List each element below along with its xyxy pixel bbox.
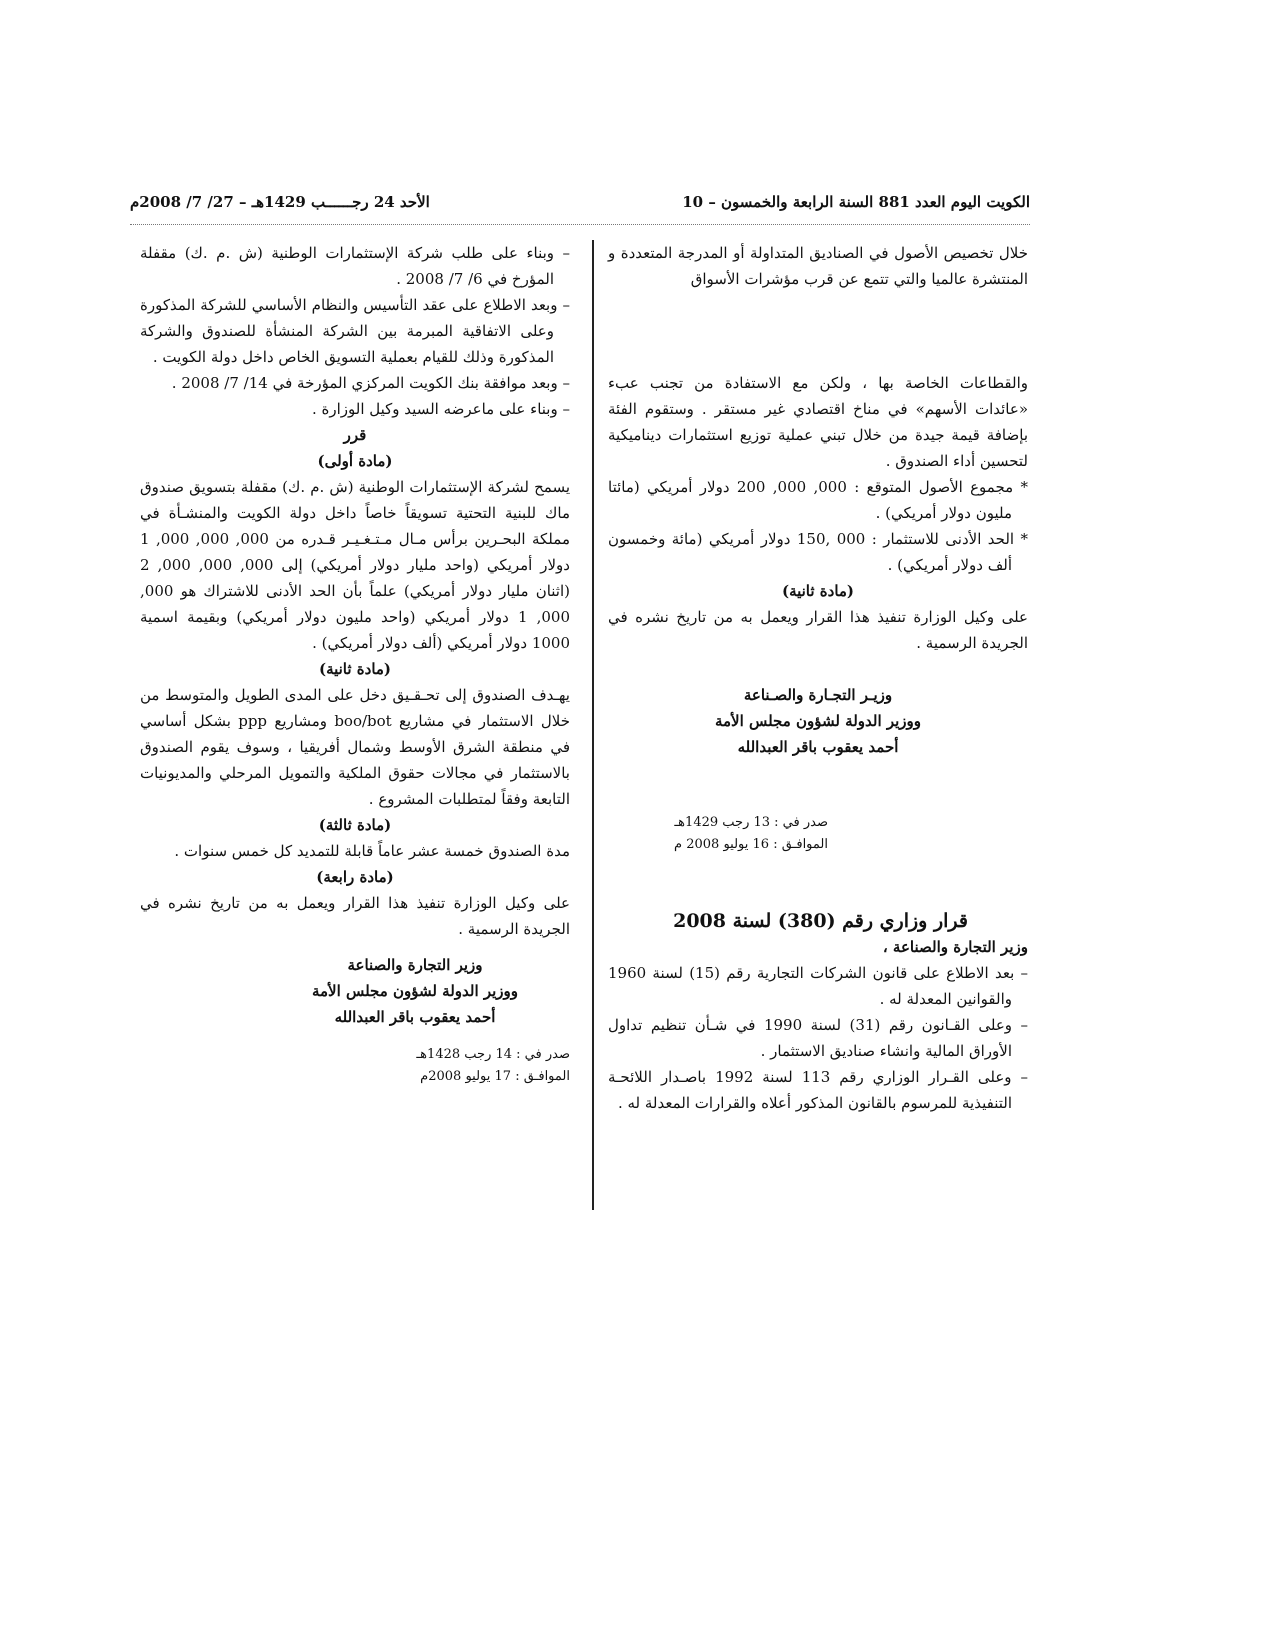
decision-issuer: وزير التجارة والصناعة ، xyxy=(882,938,1028,956)
decision-title: قرار وزاري رقم (380) لسنة 2008 xyxy=(673,910,968,932)
issued-date-hijri: صدر في : 13 رجب 1429هـ xyxy=(674,815,828,830)
article-text: يسمح لشركة الإستثمارات الوطنية (ش .م .ك) مقفلة بتسويق صندوق ماك للبنية التحتية تسويقاً خاصاً داخل دولة الكويت والمنشـأة في مملكة البحـرين برأس مـال مـتـغـيـر قـدره من 000, 000, 000, 1 دولار أمريكي (واحد مليار دولار أمريكي) إلى 000, 000, 000, 2 (اثنان مليار دولار أمريكي) علماً بأن الحد الأدنى للاشتراك هو 000, 000, 1 دولار أمريكي (واحد مليون دولار أمريكي) وبقيمة اسمية 1000 دولار أمريكي (ألف دولار أمريكي) . xyxy=(140,478,570,652)
issued-date-gregorian: الموافـق : 17 يوليو 2008م xyxy=(420,1069,570,1084)
article-text: يهـدف الصندوق إلى تحـقـيق دخل على المدى الطويل والمتوسط من خلال الاستثمار في مشاريع boo/bot ومشاريع ppp بشكل أساسي في منطقة الشرق الأوسط وشمال أفريقيا ، وسوف يقوم الصندوق بالاستثمار في مجالات حقوق الملكية والتمويل المرحلي والمديونيات التابعة وفقاً لمتطلبات المشروع . xyxy=(140,686,570,808)
signature-title: وزير التجارة والصناعة xyxy=(347,956,483,974)
preamble-item: – وبعد موافقة بنك الكويت المركزي المؤرخة في 14/ 7/ 2008 . xyxy=(171,374,570,392)
paragraph: خلال تخصيص الأصول في الصناديق المتداولة أو المدرجة المتعددة و المنتشرة عالميا والتي تتمع عن قرب مؤشرات الأسواق xyxy=(608,244,1028,288)
signature-title: ووزير الدولة لشؤون مجلس الأمة xyxy=(311,982,519,1000)
preamble-item: – وبعد الاطلاع على عقد التأسيس والنظام الأساسي للشركة المذكورة وعلى الاتفاقية المبرمة بين الشركة المنشأة للصندوق والشركة المذكورة وذلك للقيام بعملية التسويق الخاص داخل دولة الكويت . xyxy=(140,296,570,366)
article-text: على وكيل الوزارة تنفيذ هذا القرار ويعمل به من تاريخ نشره في الجريدة الرسمية . xyxy=(608,608,1028,652)
paragraph: والقطاعات الخاصة بها ، ولكن مع الاستفادة من تجنب عبء «عائدات الأسهم» في مناخ اقتصادي غير مستقر . وستقوم الفئة بإضافة قيمة جيدة من خلال تبني عملية توزيع استثمارات ديناميكية لتحسين أداء الصندوق . xyxy=(608,374,1028,470)
bullet-item: * مجموع الأصول المتوقع : 000, 000, 200 دولار أمريكي (مائتا مليون دولار أمريكي) . xyxy=(608,478,1028,522)
article-text: مدة الصندوق خمسة عشر عاماً قابلة للتمديد كل خمس سنوات . xyxy=(174,842,570,860)
header-issue-info: الكويت اليوم العدد 881 السنة الرابعة والخمسون – 10 xyxy=(682,193,1030,211)
signature-title: ووزير الدولة لشؤون مجلس الأمة xyxy=(714,712,922,730)
article-heading: (مادة رابعة) xyxy=(316,868,394,886)
preamble-item: – وعلى القـرار الوزاري رقم 113 لسنة 1992 باصـدار اللائحـة التنفيذية للمرسوم بالقانون المذكور أعلاه والقرارات المعدلة له . xyxy=(608,1068,1028,1112)
right-column xyxy=(608,240,1028,1116)
page-header xyxy=(130,189,1030,223)
signature-title: وزيـر التجـارة والصـناعة xyxy=(743,686,893,704)
article-heading: (مادة ثانية) xyxy=(781,582,855,600)
decided-heading: قرر xyxy=(343,426,367,444)
header-date: الأحد 24 رجــــــب 1429هـ – 27/ 7/ 2008م xyxy=(130,193,430,211)
preamble-item: – بعد الاطلاع على قانون الشركات التجارية رقم (15) لسنة 1960 والقوانين المعدلة له . xyxy=(608,964,1028,1008)
issued-date-gregorian: الموافـق : 16 يوليو 2008 م xyxy=(674,837,828,852)
article-text: على وكيل الوزارة تنفيذ هذا القرار ويعمل به من تاريخ نشره في الجريدة الرسمية . xyxy=(140,894,570,938)
left-column xyxy=(140,240,570,1088)
column-divider xyxy=(592,240,594,1210)
article-heading: (مادة أولى) xyxy=(317,452,393,470)
issued-date-hijri: صدر في : 14 رجب 1428هـ xyxy=(416,1047,570,1062)
header-divider xyxy=(130,224,1030,225)
signature-name: أحمد يعقوب باقر العبدالله xyxy=(737,738,899,756)
bullet-item: * الحد الأدنى للاستثمار : 000 ,150 دولار أمريكي (مائة وخمسون ألف دولار أمريكي) . xyxy=(608,530,1028,574)
preamble-item: – وبناء على ماعرضه السيد وكيل الوزارة . xyxy=(311,400,570,418)
article-heading: (مادة ثانية) xyxy=(318,660,392,678)
preamble-item: – وبناء على طلب شركة الإستثمارات الوطنية (ش .م .ك) مقفلة المؤرخ في 6/ 7/ 2008 . xyxy=(140,244,570,288)
article-heading: (مادة ثالثة) xyxy=(318,816,392,834)
preamble-item: – وعلى القـانون رقم (31) لسنة 1990 في شـأن تنظيم تداول الأوراق المالية وانشاء صناديق الاستثمار . xyxy=(608,1016,1028,1060)
signature-name: أحمد يعقوب باقر العبدالله xyxy=(334,1008,496,1026)
